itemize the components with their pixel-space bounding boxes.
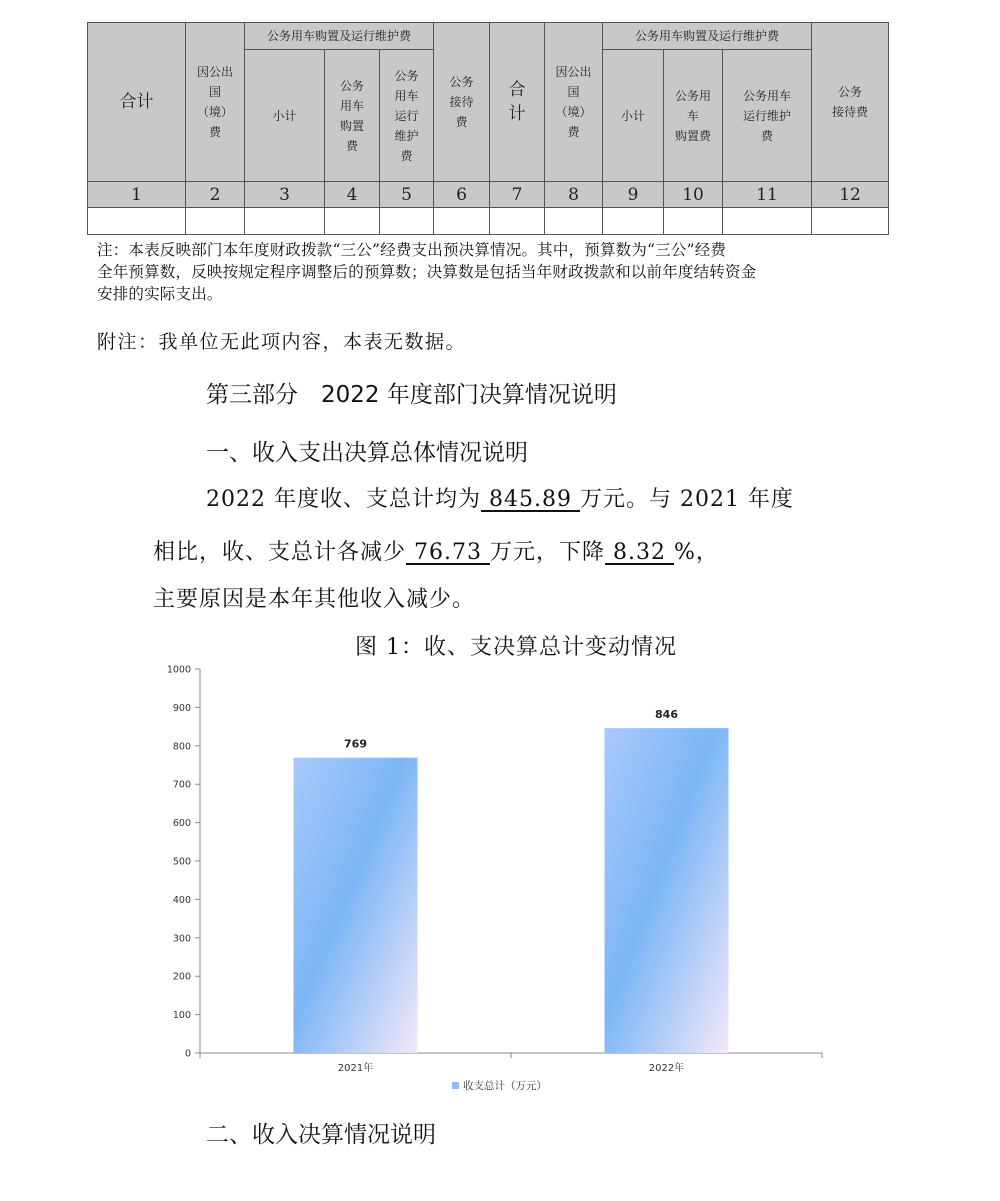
data-label: 846 [655, 708, 678, 722]
paragraph-line-3: 主要原因是本年其他收入减少。 [153, 587, 476, 612]
bar [294, 758, 418, 1053]
x-tick-label: 2021年 [337, 1063, 374, 1074]
column-number: 6 [434, 182, 490, 208]
y-tick-label: 400 [172, 894, 191, 906]
appendix-note: 附注：我单位无此项内容，本表无数据。 [97, 331, 467, 353]
header-overseas-trip: 因公出 国 （境） 费 [186, 23, 245, 182]
y-tick-label: 600 [172, 818, 191, 830]
decrease-amount: 76.73 [406, 540, 490, 565]
header-total: 合计 [88, 23, 186, 182]
header-vehicle-purchase-2: 公务用 车 购置费 [664, 50, 723, 182]
header-vehicle-group: 公务用车购置及运行维护费 [245, 23, 434, 50]
y-tick-label: 300 [172, 933, 191, 945]
bar [605, 728, 729, 1053]
note-line: 安排的实际支出。 [97, 285, 223, 303]
header-reception: 公务 接待 费 [434, 23, 490, 182]
column-number: 4 [325, 182, 380, 208]
subsection-title: 二、收入决算情况说明 [206, 1122, 436, 1148]
y-tick-label: 200 [172, 971, 191, 983]
header-vehicle-purchase: 公务 用车 购置 费 [325, 50, 380, 182]
column-number: 3 [245, 182, 325, 208]
header-total-2: 合 计 [490, 23, 545, 182]
y-tick-label: 0 [184, 1048, 191, 1060]
note-line: 全年预算数，反映按规定程序调整后的预算数；决算数是包括当年财政拨款和以前年度结转资金 [97, 263, 757, 281]
x-tick-label: 2022年 [648, 1063, 685, 1074]
y-tick-label: 100 [172, 1010, 191, 1022]
y-tick-label: 500 [172, 856, 191, 868]
subsection-title: 一、收入支出决算总体情况说明 [206, 440, 528, 466]
data-label: 769 [344, 737, 367, 751]
column-number: 7 [490, 182, 545, 208]
header-vehicle-maintenance: 公务 用车 运行 维护 费 [380, 50, 434, 182]
y-tick-label: 1000 [166, 664, 191, 676]
y-tick-label: 700 [172, 779, 191, 791]
legend-label: 收支总计（万元） [463, 1080, 547, 1092]
column-number: 9 [603, 182, 664, 208]
column-number: 2 [186, 182, 245, 208]
header-vehicle-group-2: 公务用车购置及运行维护费 [603, 23, 812, 50]
paragraph-text: %， [673, 540, 719, 565]
figure-title: 图 1：收、支决算总计变动情况 [355, 635, 677, 660]
paragraph-text: 万元，下降 [489, 540, 605, 565]
header-vehicle-maintenance-2: 公务用车 运行维护 费 [723, 50, 812, 182]
section-title: 第三部分 2022 年度部门决算情况说明 [206, 382, 617, 408]
header-reception-2: 公务 接待费 [812, 23, 889, 182]
header-overseas-trip-2: 因公出 国 （境） 费 [545, 23, 603, 182]
column-number: 5 [380, 182, 434, 208]
paragraph-text: 万元。与 2021 年度 [579, 487, 794, 512]
header-subtotal: 小计 [245, 50, 325, 182]
paragraph-text: 2022 年度收、支总计均为 [206, 487, 481, 512]
total-amount: 845.89 [480, 487, 580, 512]
column-number: 12 [812, 182, 889, 208]
column-number: 11 [723, 182, 812, 208]
column-number: 10 [664, 182, 723, 208]
column-number: 1 [88, 182, 186, 208]
column-number: 8 [545, 182, 603, 208]
y-tick-label: 900 [172, 702, 191, 714]
paragraph-text: 相比，收、支总计各减少 [153, 540, 407, 565]
y-tick-label: 800 [172, 741, 191, 753]
legend-swatch [452, 1082, 459, 1089]
decrease-percent: 8.32 [605, 540, 674, 565]
header-subtotal-2: 小计 [603, 50, 664, 182]
note-line: 注：本表反映部门本年度财政拨款“三公”经费支出预决算情况。其中，预算数为“三公”经费 [97, 241, 727, 259]
